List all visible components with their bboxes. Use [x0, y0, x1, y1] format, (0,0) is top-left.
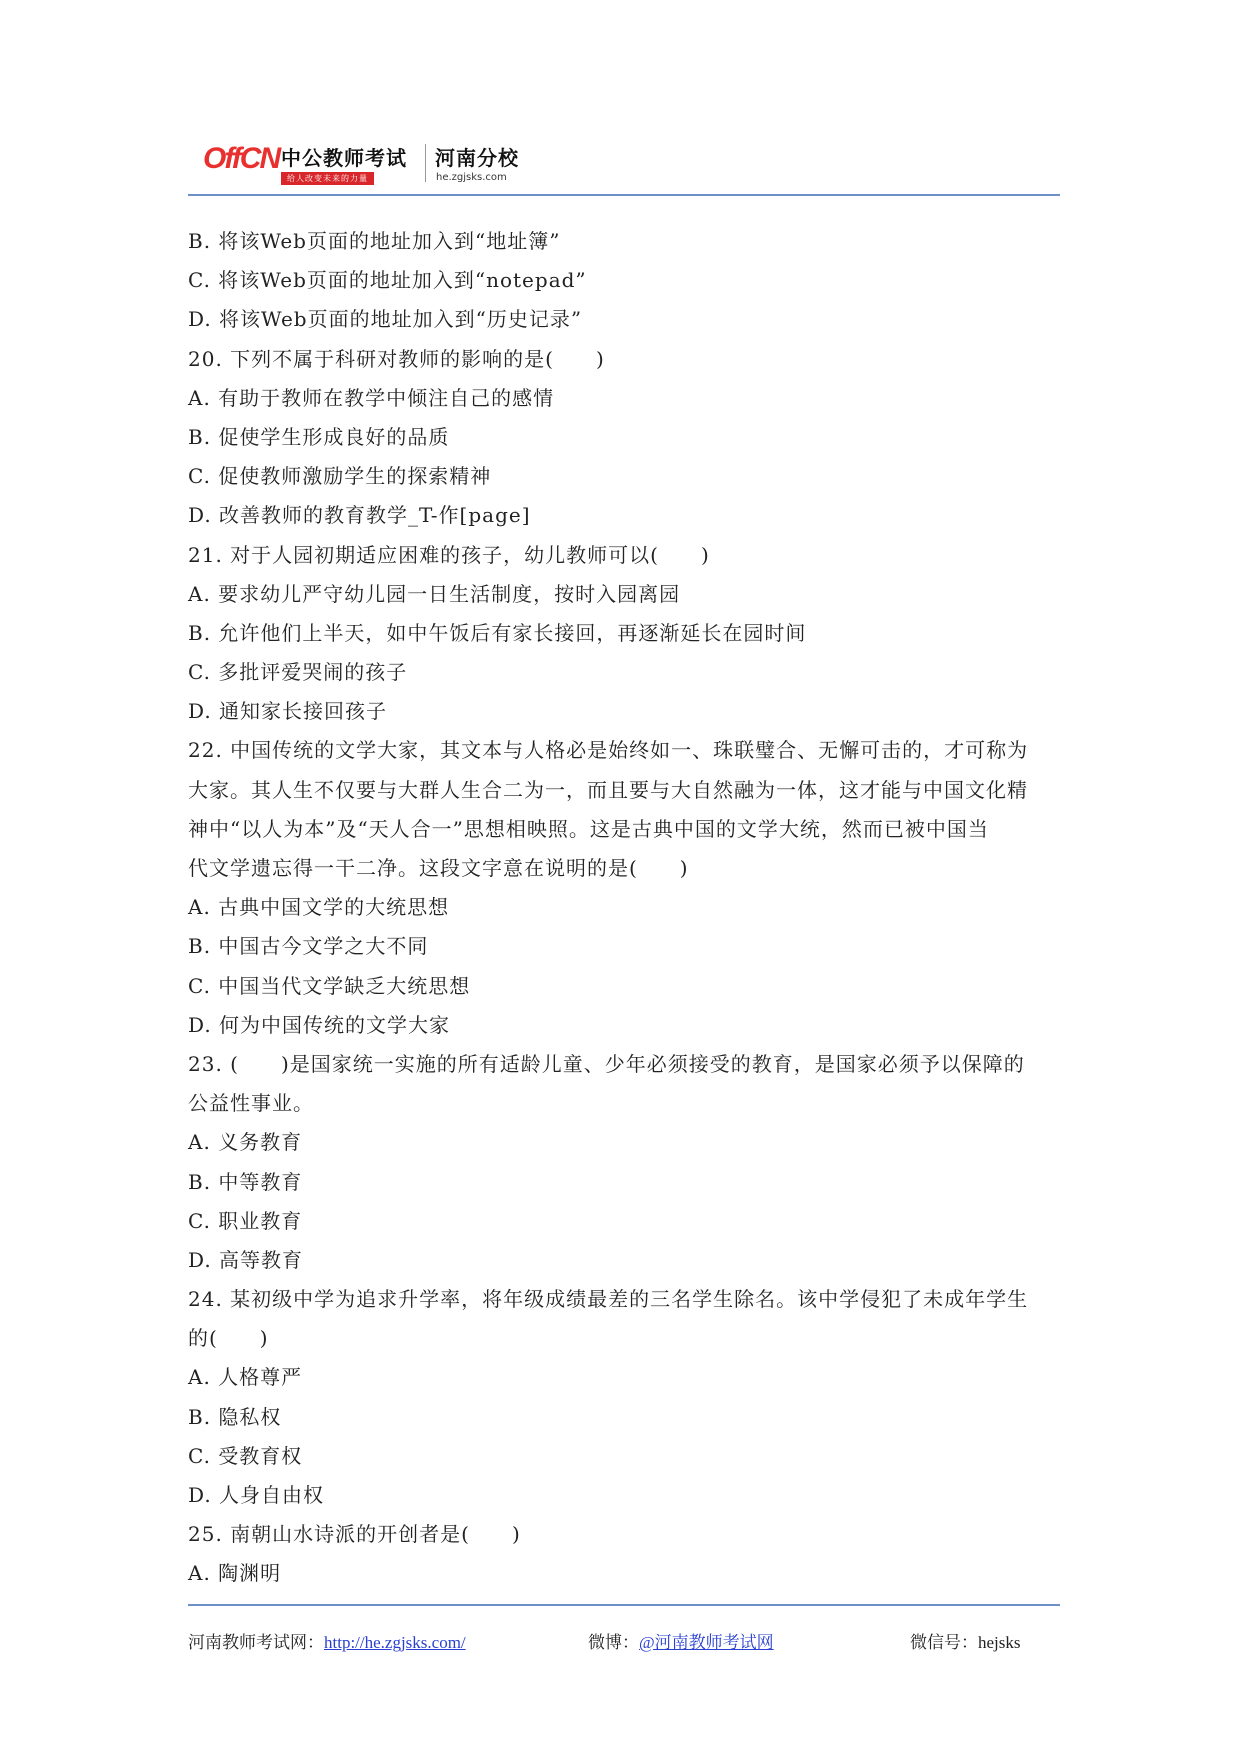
text-line: D. 高等教育: [188, 1247, 304, 1272]
text-line: 的( ): [188, 1326, 269, 1351]
text-line: 神中“以人为本”及“天人合一”思想相映照。这是古典中国的文学大统，然而已被中国当: [188, 816, 989, 841]
text-line: B. 促使学生形成良好的品质: [188, 424, 450, 449]
text-line: C. 中国当代文学缺乏大统思想: [188, 973, 471, 998]
text-line: B. 允许他们上半天，如中午饭后有家长接回，再逐渐延长在园时间: [188, 620, 807, 645]
text-line: 25. 南朝山水诗派的开创者是( ): [188, 1522, 521, 1547]
footer-site-label: 河南教师考试网：: [188, 1633, 324, 1652]
text-line: D. 将该Web页面的地址加入到“历史记录”: [188, 307, 583, 332]
footer-rule: [188, 1604, 1060, 1606]
offcn-logo: [203, 138, 583, 190]
text-line: A. 陶渊明: [188, 1561, 282, 1586]
branch-name: 河南分校: [435, 146, 519, 170]
text-line: B. 隐私权: [188, 1404, 282, 1429]
text-line: 22. 中国传统的文学大家，其文本与人格必是始终如一、珠联璧合、无懈可击的，才可称为: [188, 738, 1029, 763]
text-line: B. 中等教育: [188, 1169, 303, 1194]
text-line: A. 有助于教师在教学中倾注自己的感情: [188, 385, 555, 410]
footer-weibo: [588, 1628, 774, 1653]
text-line: B. 将该Web页面的地址加入到“地址簿”: [188, 229, 561, 253]
text-line: C. 多批评爱哭闹的孩子: [188, 660, 408, 685]
footer-weibo-link[interactable]: @河南教师考试网: [639, 1633, 774, 1652]
text-line: D. 何为中国传统的文学大家: [188, 1012, 451, 1037]
text-line: A. 义务教育: [188, 1130, 303, 1155]
text-line: A. 要求幼儿严守幼儿园一日生活制度，按时入园离园: [188, 581, 681, 606]
text-line: C. 促使教师激励学生的探索精神: [188, 464, 492, 489]
text-line: 公益性事业。: [188, 1091, 314, 1116]
text-line: 代文学遗忘得一干二净。这段文字意在说明的是( ): [188, 856, 689, 880]
text-line: C. 职业教育: [188, 1208, 303, 1233]
text-line: 23. ( )是国家统一实施的所有适龄儿童、少年必须接受的教育，是国家必须予以保障的: [188, 1051, 1025, 1076]
text-line: 大家。其人生不仅要与大群人生合二为一，而且要与大自然融为一体，这才能与中国文化精: [188, 777, 1028, 802]
text-line: B. 中国古今文学之大不同: [188, 934, 429, 959]
text-line: C. 受教育权: [188, 1443, 303, 1468]
header-rule: [188, 194, 1060, 196]
text-line: D. 通知家长接回孩子: [188, 699, 388, 724]
document-body: [188, 222, 1068, 1594]
text-line: C. 将该Web页面的地址加入到“notepad”: [188, 268, 587, 293]
text-line: 21. 对于人园初期适应困难的孩子，幼儿教师可以( ): [188, 542, 710, 567]
text-line: A. 古典中国文学的大统思想: [188, 895, 450, 920]
footer-wechat: 微信号：hejsks: [910, 1633, 1021, 1652]
text-line: A. 人格尊严: [188, 1365, 303, 1390]
text-line: D. 人身自由权: [188, 1483, 325, 1507]
text-line: D. 改善教师的教育教学_T-作[page]: [188, 503, 531, 528]
footer-weibo-label: 微博：: [588, 1633, 639, 1652]
offcn-logo-mark: OffCN: [203, 142, 280, 175]
page-header: [188, 138, 1058, 196]
logo-divider: [425, 144, 426, 182]
logo-slogan: 给人改变未来的力量: [281, 172, 374, 185]
footer-site: [188, 1628, 466, 1653]
header-url: he.zgjsks.com: [436, 172, 507, 183]
text-line: 20. 下列不属于科研对教师的影响的是( ): [188, 346, 605, 371]
footer-site-link[interactable]: http://he.zgjsks.com/: [324, 1633, 466, 1652]
text-line: 24. 某初级中学为追求升学率，将年级成绩最差的三名学生除名。该中学侵犯了未成年学生: [188, 1287, 1029, 1312]
logo-name: 中公教师考试: [281, 146, 407, 170]
